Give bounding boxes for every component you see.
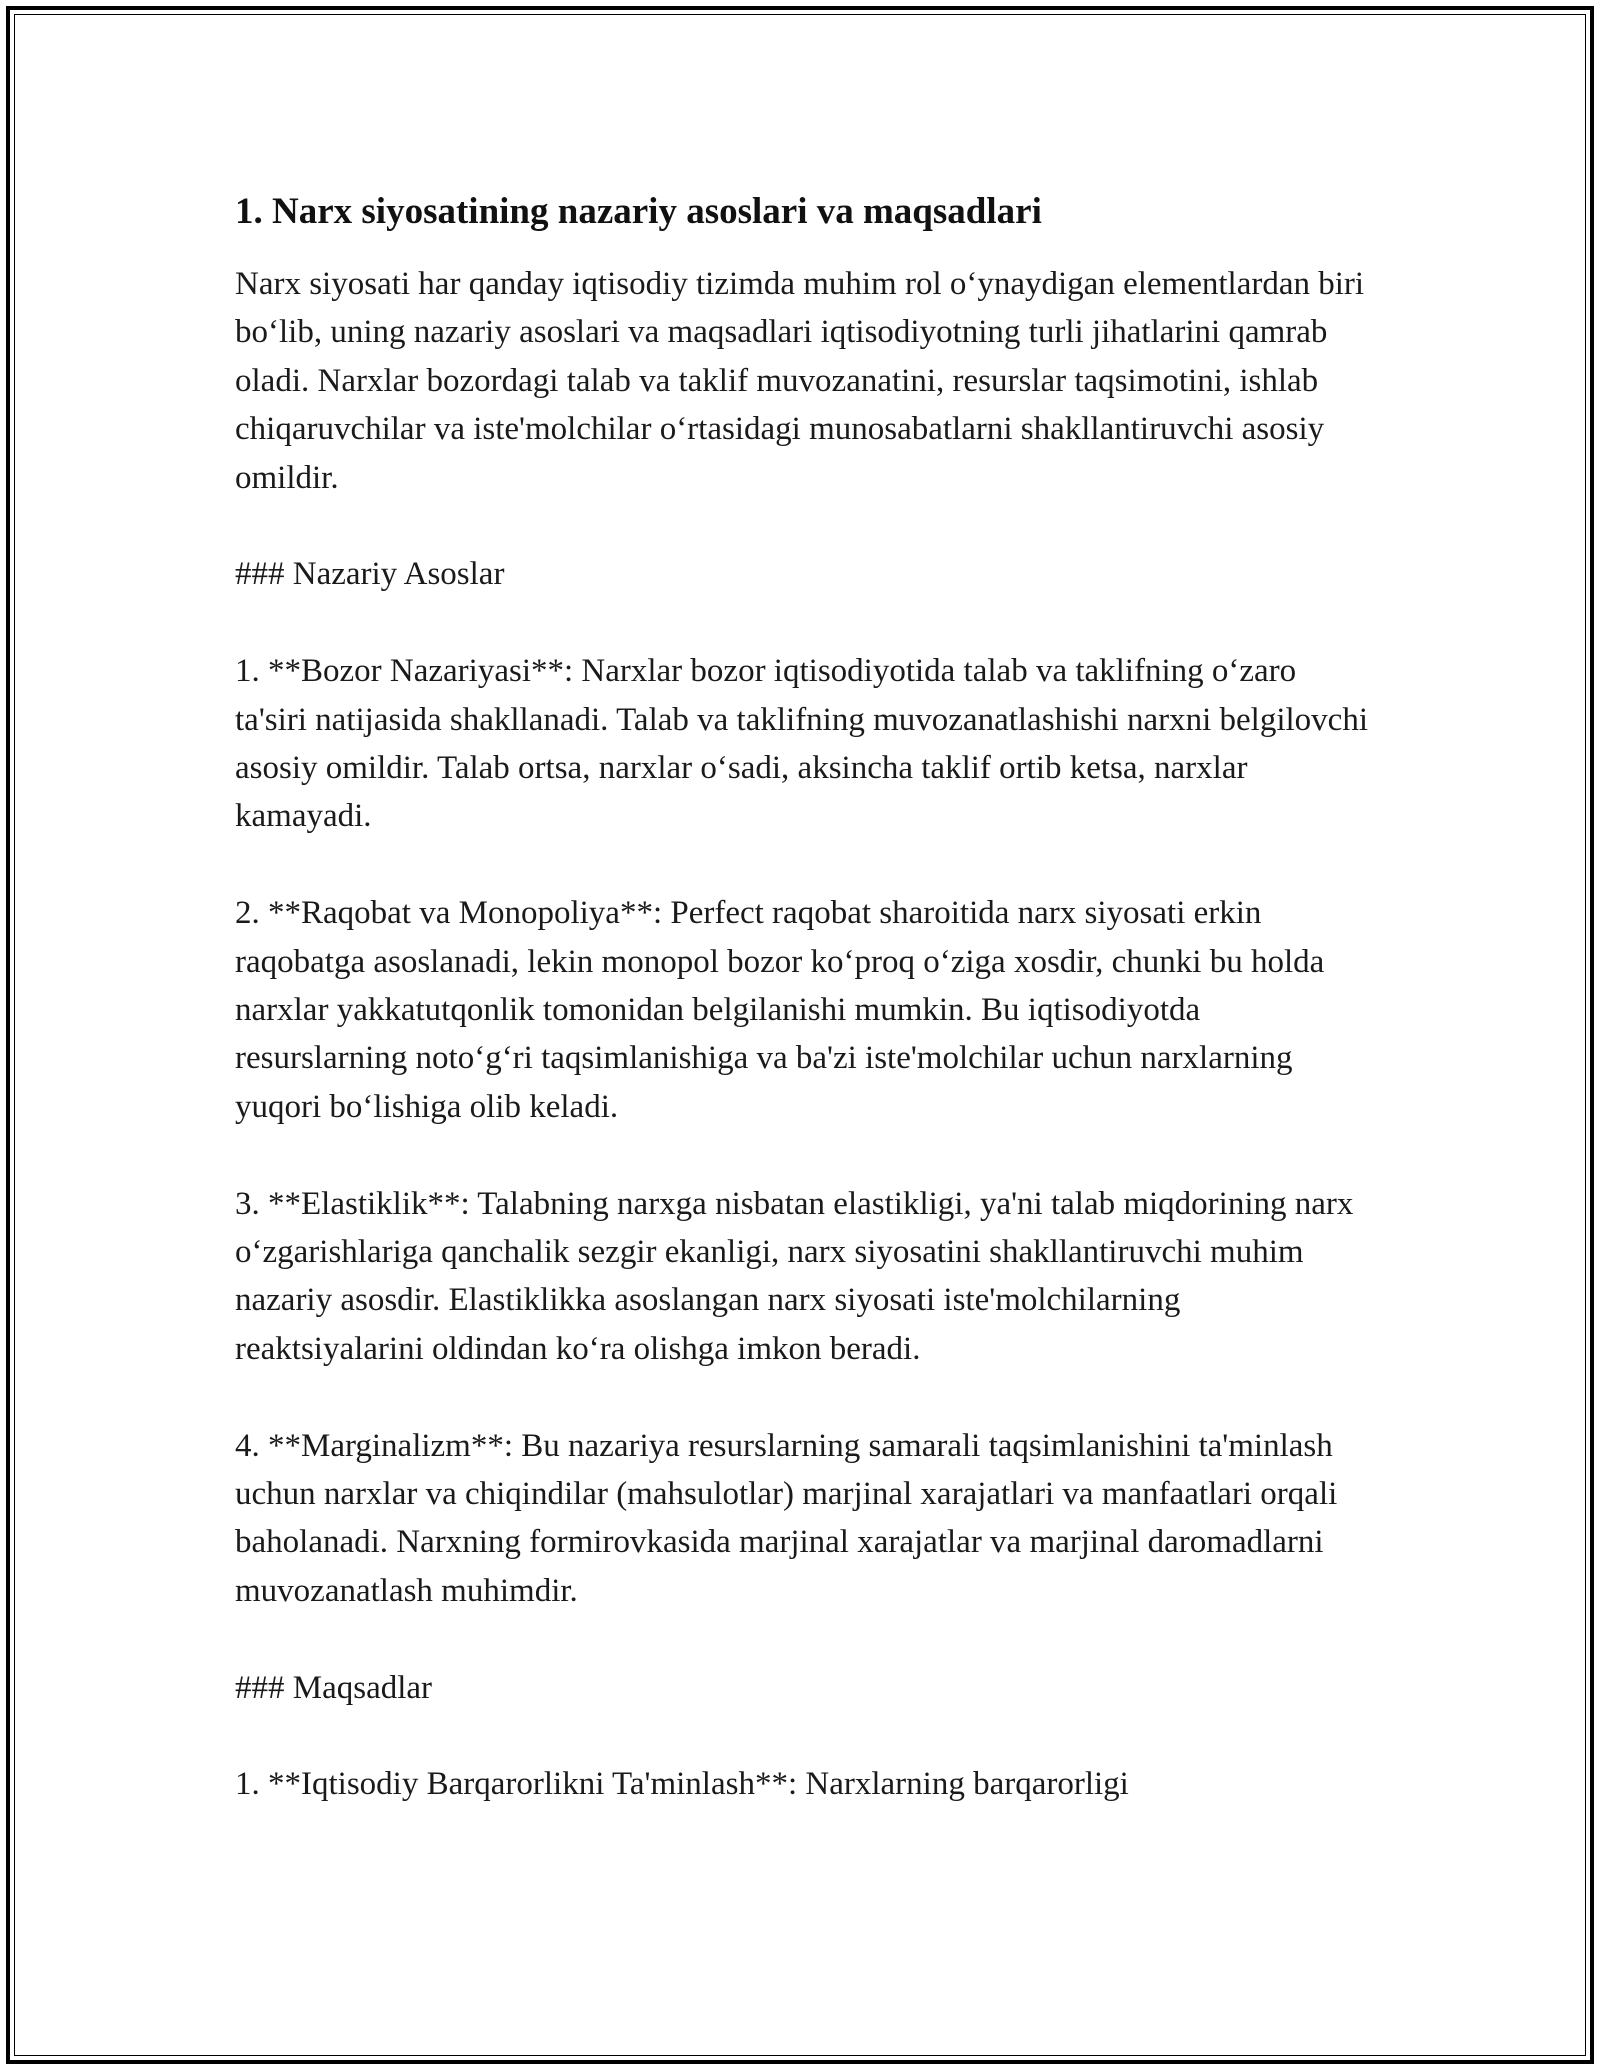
list-item-bozor-nazariyasi: 1. **Bozor Nazariyasi**: Narxlar bozor iqtisodiyotida talab va taklifning oʻzaro ta'siri natijasida shakllanadi. Talab va taklifning muvozanatlashishi narxni belgilovchi asosiy omildir. Talab ortsa, narxlar oʻsadi, aksincha taklif ortib ketsa, narxlar kamayadi. [235, 653, 1368, 835]
list-item-iqtisodiy-barqarorlik: 1. **Iqtisodiy Barqarorlikni Ta'minlash**: Narxlarning barqarorligi [235, 1766, 1129, 1803]
document-body [235, 188, 1375, 1809]
list-item-elastiklik: 3. **Elastiklik**: Talabning narxga nisbatan elastikligi, ya'ni talab miqdorining narx oʻzgarishlariga qanchalik sezgir ekanligi, narx siyosatini shakllantiruvchi muhim nazariy asosdir. Elastiklikka asoslangan narx siyosati iste'molchilarning reaktsiyalarini oldindan koʻra olishga imkon beradi. [235, 1185, 1354, 1367]
section-heading-maqsadlar: ### Maqsadlar [235, 1669, 433, 1706]
section-heading-nazariy-asoslar: ### Nazariy Asoslar [235, 556, 505, 593]
intro-paragraph: Narx siyosati har qanday iqtisodiy tizimda muhim rol oʻynaydigan elementlardan biri boʻlib, uning nazariy asoslari va maqsadlari iqtisodiyotning turli jihatlarini qamrab oladi. Narxlar bozordagi talab va taklif muvozanatini, resurslar taqsimotini, ishlab chiqaruvchilar va iste'molchilar oʻrtasidagi munosabatlarni shakllantiruvchi asosiy omildir. [235, 266, 1365, 496]
document-title: 1. Narx siyosatining nazariy asoslari va maqsadlari [235, 191, 1042, 232]
list-item-raqobat-va-monopoliya: 2. **Raqobat va Monopoliya**: Perfect raqobat sharoitida narx siyosati erkin raqobatga asoslanadi, lekin monopol bozor koʻproq oʻziga xosdir, chunki bu holda narxlar yakkatutqonlik tomonidan belgilanishi mumkin. Bu iqtisodiyotda resurslarning notoʻgʻri taqsimlanishiga va ba'zi iste'molchilar uchun narxlarning yuqori boʻlishiga olib keladi. [235, 895, 1325, 1125]
list-item-marginalizm: 4. **Marginalizm**: Bu nazariya resurslarning samarali taqsimlanishini ta'minlash uchun narxlar va chiqindilar (mahsulotlar) marjinal xarajatlari va manfaatlari orqali baholanadi. Narxning formirovkasida marjinal xarajatlar va marjinal daromadlarni muvozanatlash muhimdir. [235, 1427, 1338, 1609]
